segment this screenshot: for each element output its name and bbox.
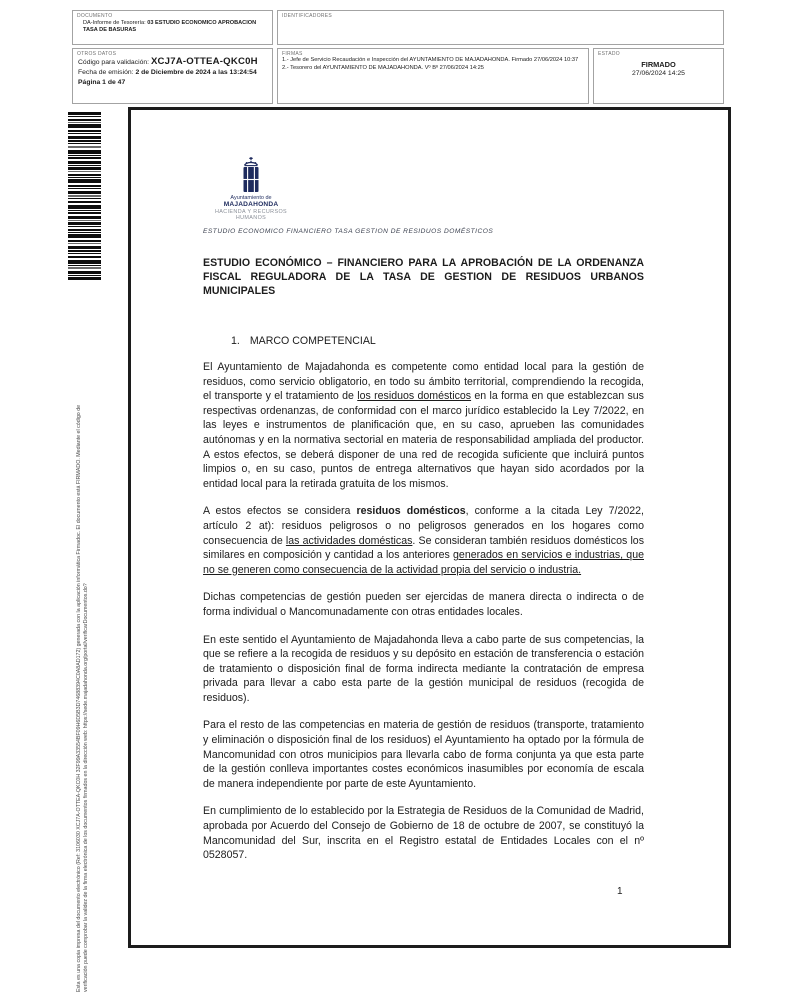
paragraph: Para el resto de las competencias en materia de gestión de residuos (transporte, tratamiento y eliminación o disposición final de los residuos) el Ayuntamiento ha optado por la fórmula de Mancomunidad con otros municipios para llevarla cabo de forma conjunta ya que esta parte de la gestión conlleva importantes costes económicos inasumibles por economía de escala de manera independiente por parte de este Ayuntamiento. [203, 719, 644, 790]
logo-org-prefix: Ayuntamiento de [230, 195, 272, 201]
emission-date: 2 de Diciembre de 2024 a las 13:24:54 [135, 69, 257, 76]
firmas-list [278, 57, 588, 72]
barcode [68, 112, 101, 282]
paragraph: En este sentido el Ayuntamiento de Majadahonda lleva a cabo parte de sus competencias, la que se refiere a la recogida de residuos y su depósito en estación de transferencia o estación de tratamiento o disposición final de forma indirecta mediante la contratación de empresa privada para llevar a cabo esta parte de la gestión municipal de residuos (recogida de residuos). [203, 633, 644, 704]
verification-line-2: verificación puede comprobar la validez de la firma electrónica de los documentos firmados en la dirección web: https://sede.majadahonda.org/portal/verificarDocumentos.do? [83, 583, 89, 992]
firmas-label: FIRMAS [282, 51, 303, 57]
validation-code-line [73, 57, 272, 68]
logo-org-name: MAJADAHONDA [223, 201, 279, 208]
document-page [128, 107, 731, 948]
documento-box [72, 10, 273, 45]
page-content [203, 156, 644, 863]
codigo-label: Código para validación: [78, 59, 151, 66]
paragraph: A estos efectos se considera residuos domésticos, conforme a la citada Ley 7/2022, artículo 2 at): residuos peligrosos o no peligrosos generados en los hogares como consecuencia de las actividades domésticas. Se consideran también residuos domésticos los similares en composición y cantidad a los anteriores generados en servicios e industrias, que no se generen como consecuencia de la actividad propia del servicio o industria. [203, 505, 645, 576]
municipality-logo [211, 156, 291, 221]
estado-label: ESTADO [598, 51, 620, 57]
validation-header [72, 10, 724, 104]
estado-box [593, 48, 724, 104]
document-title: ESTUDIO ECONÓMICO – FINANCIERO PARA LA APROBACIÓN DE LA ORDENANZA FISCAL REGULADORA DE LA TASA DE GESTION DE RESIDUOS URBANOS MUNICIPALES [203, 257, 644, 297]
paragraph: El Ayuntamiento de Majadahonda es competente como entidad local para la gestión de residuos, como servicio obligatorio, en todo su ámbito territorial, comprendiendo la recogida, el transporte y el tratamiento de los residuos domésticos en la forma en que establezcan sus respectivas ordenanzas, de conformidad con el marco jurídico establecido la Ley 7/2022, en las leyes e instrumentos de planificación que, en su caso, aprueben las comunidades autónomas y en la normativa sectorial en materia de responsabilidad ampliada del productor. A estos efectos, se deberá disponer de una red de recogida suficiente que incluirá puntos limpios o, en su caso, puntos de entrega alternativos que hayan sido acordados por la entidad local para la retirada gratuita de los mismos. [203, 361, 644, 490]
section-number: 1. [231, 335, 240, 347]
fecha-label: Fecha de emisión: [78, 69, 136, 76]
firma-item: 1.- Jefe de Servicio Recaudación e Inspección del AYUNTAMIENTO DE MAJADAHONDA. Firmado 27/06/2024 10:37 [282, 57, 579, 63]
estado-datetime: 27/06/2024 14:25 [632, 70, 685, 77]
section-label: MARCO COMPETENCIAL [249, 335, 376, 347]
coat-of-arms-icon [240, 156, 262, 194]
page-count-line [73, 78, 272, 88]
documento-value [73, 19, 272, 34]
otros-datos-label: OTROS DATOS [77, 51, 117, 57]
body-paragraphs [203, 360, 644, 863]
paragraph: En cumplimiento de lo establecido por la Estrategia de Residuos de la Comunidad de Madrid, aprobada por Acuerdo del Consejo de Gobierno de 18 de octubre de 2007, se constituyó la Mancomunidad del Sur, inscrita en el Registro estatal de Entidades Locales con el nº 0528057. [203, 805, 644, 862]
firma-item: 2.- Tesorero del AYUNTAMIENTO DE MAJADAHONDA. Vº Bº 27/06/2024 14:25 [282, 64, 484, 71]
verification-line-1: Esta es una copia impresa del documento electrónico (Ref: 3106030 XCJ7A-OTTEA-QKC0H 32F99A33554BF09H6D5B3D74688394C0A8AD172) generada con la aplicación informática Firmadoc. El documento está FIRMADO. Mediante el código de [76, 404, 82, 992]
documento-label: DOCUMENTO [77, 13, 113, 19]
verification-side-text [76, 288, 90, 992]
identificadores-label: IDENTIFICADORES [282, 13, 333, 19]
emission-date-line [73, 68, 272, 78]
section-heading [203, 335, 644, 347]
validation-code: XCJ7A-OTTEA-QKC0H [150, 56, 258, 67]
documento-title: 03 ESTUDIO ECONOMICO APROBACION TASA DE BASURAS [83, 20, 257, 33]
estado-value: FIRMADO [641, 60, 676, 69]
document-caption: ESTUDIO ECONOMICO FINANCIERO TASA GESTION DE RESIDUOS DOMÉSTICOS [203, 228, 494, 235]
otros-datos-box [72, 48, 273, 104]
firmas-box [277, 48, 589, 104]
logo-department: HACIENDA Y RECURSOS HUMANOS [214, 209, 288, 221]
page-number: 1 [617, 886, 623, 897]
page-count: Página 1 de 47 [78, 79, 126, 86]
identificadores-box [277, 10, 724, 45]
paragraph: Dichas competencias de gestión pueden ser ejercidas de manera directa o indirecta o de forma individual o Mancomunadamente con otras entidades locales. [203, 591, 644, 618]
documento-prefix: DA-Informe de Tesorería: [83, 20, 148, 26]
